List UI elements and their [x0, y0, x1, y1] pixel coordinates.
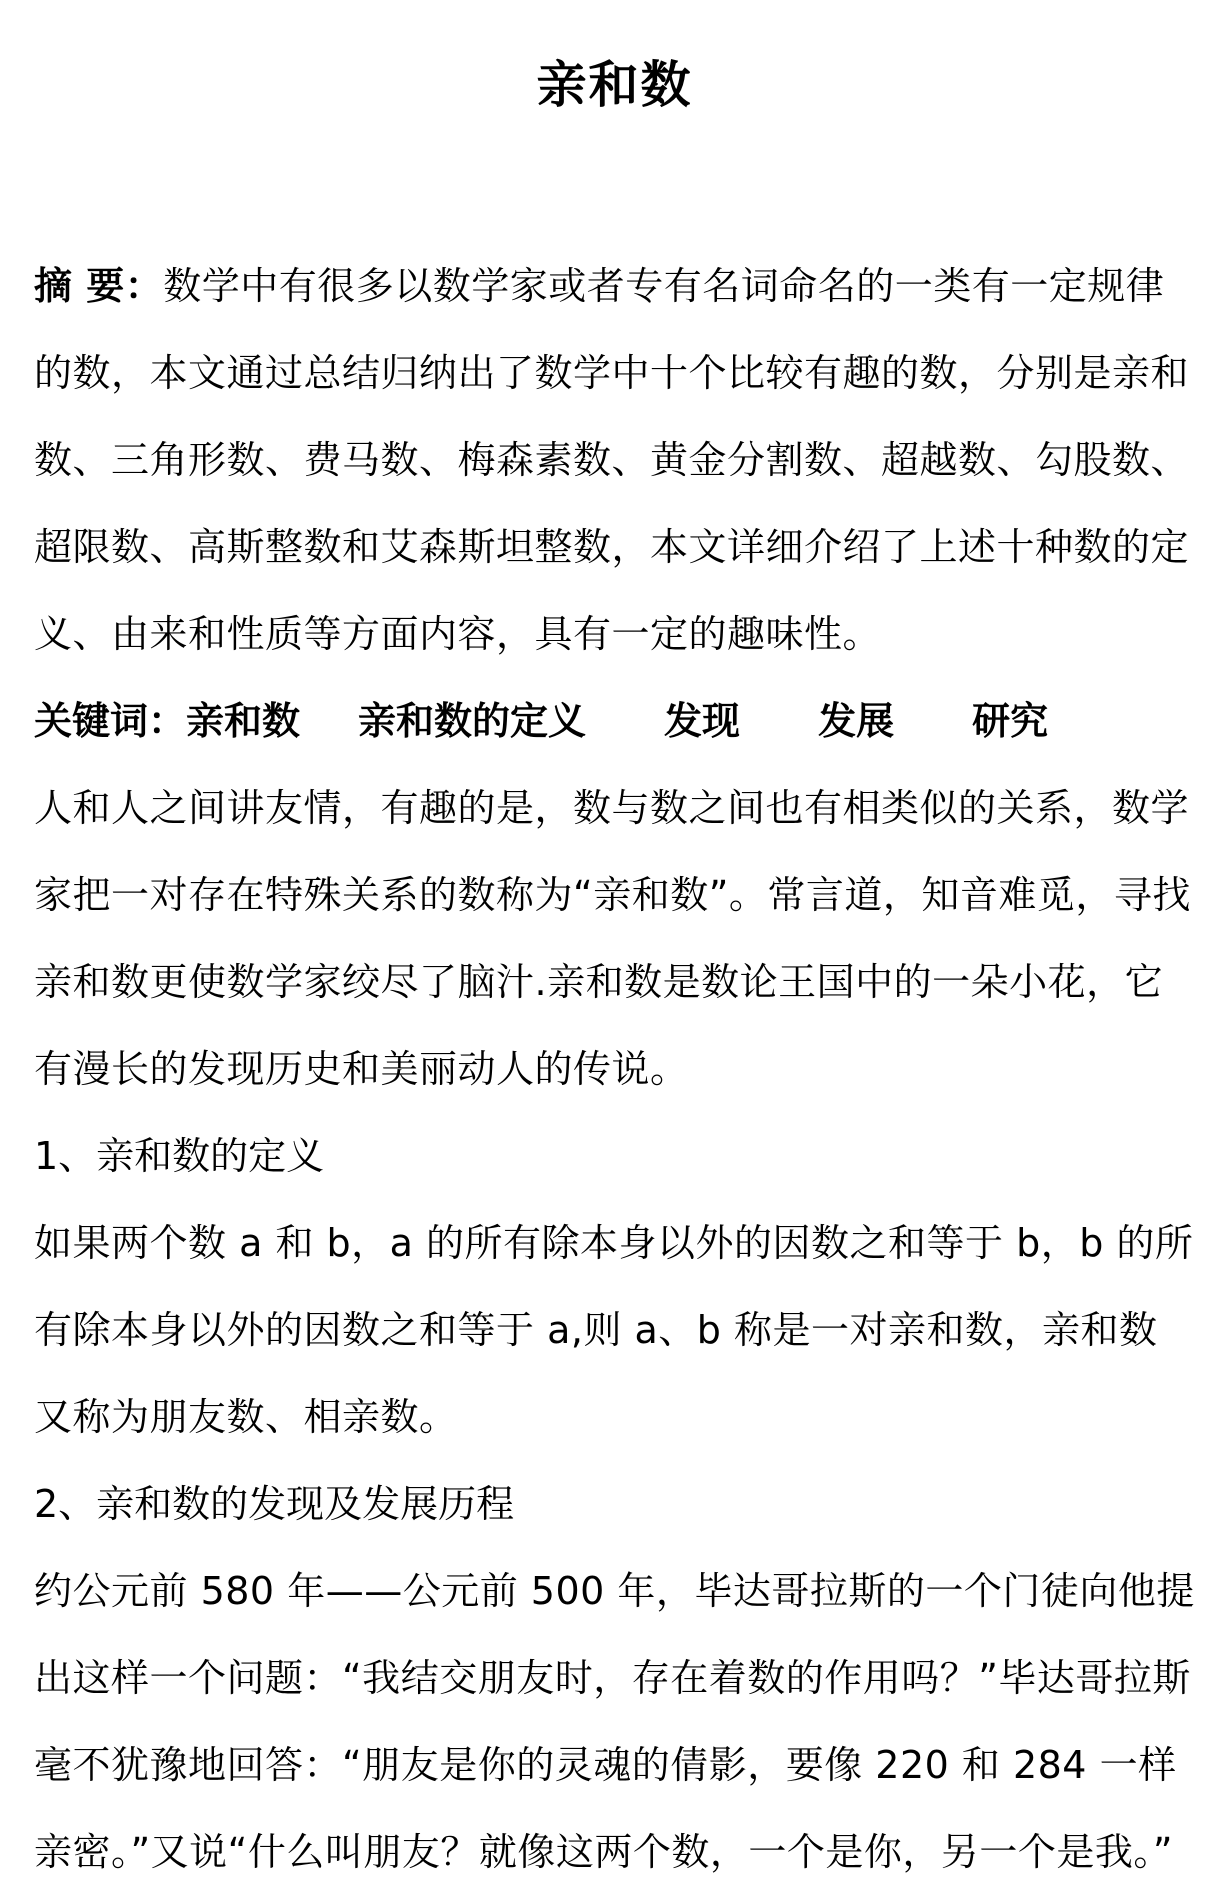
section-heading: 2、亲和数的发现及发展历程 — [34, 1482, 515, 1526]
keyword-item: 亲和数 — [186, 699, 301, 743]
section-heading: 1、亲和数的定义 — [34, 1134, 325, 1178]
intro-paragraph: 人和人之间讲友情，有趣的是，数与数之间也有相类似的关系，数学家把一对存在特殊关系的数称为“亲和数”。常言道，知音难觅，寻找亲和数更使数学家绞尽了脑汁.亲和数是数论王国中的一朵小花，它有漫长的发现历史和美丽动人的传说。 — [34, 786, 1191, 1091]
page-title: 亲和数 — [536, 56, 693, 114]
keywords-label: 关键词： — [34, 699, 187, 743]
keyword-item: 发现 — [664, 699, 741, 743]
keywords-row — [34, 678, 1195, 765]
abstract-text: 数学中有很多以数学家或者专有名词命名的一类有一定规律的数，本文通过总结归纳出了数学中十个比较有趣的数，分别是亲和数、三角形数、费马数、梅森素数、黄金分割数、超越数、勾股数、超限数、高斯整数和艾森斯坦整数，本文详细介绍了上述十种数的定义、由来和性质等方面内容，具有一定的趣味性。 — [34, 264, 1190, 656]
section-paragraph: 如果两个数 a 和 b，a 的所有除本身以外的因数之和等于 b，b 的所有除本身以外的因数之和等于 a,则 a、b 称是一对亲和数，亲和数又称为朋友数、相亲数。 — [34, 1221, 1194, 1439]
section-paragraph: 约公元前 580 年——公元前 500 年，毕达哥拉斯的一个门徒向他提出这样一个问题：“我结交朋友时，存在着数的作用吗？”毕达哥拉斯毫不犹豫地回答：“朋友是你的灵魂的倩影，要像 220 和 284 一样亲密。”又说“什么叫朋友？就像这两个数，一个是你，另一个是我。” — [34, 1569, 1195, 1874]
keyword-item: 发展 — [818, 699, 895, 743]
abstract-label: 摘 要： — [34, 264, 164, 308]
abstract-paragraph — [34, 243, 1195, 678]
keyword-item: 研究 — [972, 699, 1049, 743]
keyword-item: 亲和数的定义 — [358, 699, 587, 743]
